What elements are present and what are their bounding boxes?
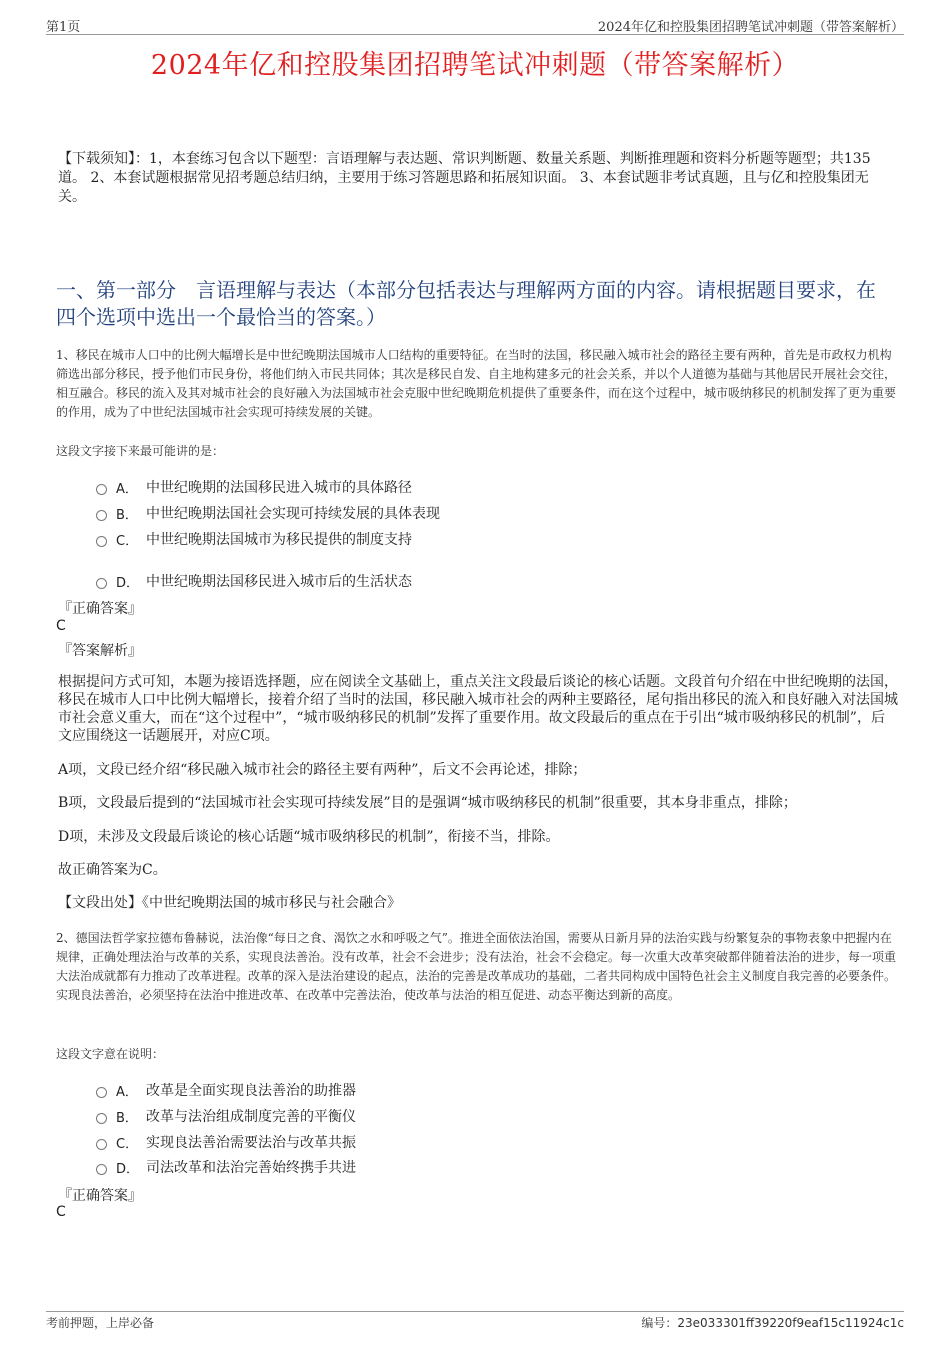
option-label: C． bbox=[116, 533, 139, 549]
option-label: B． bbox=[116, 1110, 138, 1126]
question-1-text: 1、移民在城市人口中的比例大幅增长是中世纪晚期法国城市人口结构的重要特征。在当时的法国，移民融入城市社会的路径主要有两种，首先是市政权力机构筛选出部分移民，授予他们市民身份，将他们纳入市民共同体；其次是移民自发、自主地构建多元的社会关系，并以个人道德为基础与其他居民开展社会交往，相互融合。移民的流入及其对城市社会的良好融入为法国城市社会克服中世纪晚期危机提供了重要条件，而在这个过程中，城市吸纳移民的机制发挥了更为重要的作用，成为了中世纪法国城市社会实现可持续发展的关键。 bbox=[56, 348, 897, 419]
download-notice: 【下载须知】：1，本套练习包含以下题型：言语理解与表达题、常识判断题、数量关系题、判断推理题和资料分析题等题型；共135道。 2、本套试题根据常见招考题总结归纳，主要用于练习答题思路和拓展知识面。 3、本套试题非考试真题，且与亿和控股集团无关。 bbox=[58, 151, 871, 205]
question-1-analysis-tag: 『答案解析』 bbox=[58, 643, 142, 659]
option-label: A． bbox=[116, 481, 138, 497]
header-page-number: 第1页 bbox=[46, 20, 81, 35]
question-2-answer-tag: 『正确答案』 bbox=[58, 1188, 142, 1204]
section-heading: 一、第一部分 言语理解与表达（本部分包括表达与理解两方面的内容。请根据题目要求，在四个选项中选出一个最恰当的答案。） bbox=[56, 278, 876, 329]
radio-icon[interactable] bbox=[96, 484, 107, 495]
header-divider bbox=[46, 34, 904, 35]
analysis-paragraph: B项，文段最后提到的“法国城市社会实现可持续发展”目的是强调“城市吸纳移民的机制”很重要，其本身非重点，排除； bbox=[58, 795, 797, 811]
question-2-option-c[interactable] bbox=[96, 1132, 356, 1152]
question-1-answer: C bbox=[56, 618, 66, 634]
question-1-option-a[interactable] bbox=[96, 477, 412, 497]
question-2-option-d[interactable] bbox=[96, 1157, 356, 1177]
header-doc-title: 2024年亿和控股集团招聘笔试冲刺题（带答案解析） bbox=[597, 20, 904, 35]
footer-serial: 编号：23e033301ff39220f9eaf15c11924c1c bbox=[641, 1316, 904, 1330]
question-1-option-b[interactable] bbox=[96, 503, 440, 523]
question-2-prompt: 这段文字意在说明： bbox=[56, 1047, 165, 1061]
question-2-option-a[interactable] bbox=[96, 1080, 356, 1100]
option-text: 司法改革和法治完善始终携手共进 bbox=[146, 1160, 356, 1176]
radio-icon[interactable] bbox=[96, 1087, 107, 1098]
radio-icon[interactable] bbox=[96, 1164, 107, 1175]
question-1-prompt: 这段文字接下来最可能讲的是： bbox=[56, 444, 225, 458]
option-text: 实现良法善治需要法治与改革共振 bbox=[146, 1135, 356, 1151]
option-text: 中世纪晚期法国城市为移民提供的制度支持 bbox=[146, 532, 412, 548]
option-label: C． bbox=[116, 1136, 139, 1152]
option-label: D． bbox=[116, 575, 140, 591]
question-1-answer-tag: 『正确答案』 bbox=[58, 601, 142, 617]
page-title: 2024年亿和控股集团招聘笔试冲刺题（带答案解析） bbox=[150, 50, 800, 81]
radio-icon[interactable] bbox=[96, 510, 107, 521]
option-label: D． bbox=[116, 1161, 140, 1177]
analysis-paragraph: 根据提问方式可知，本题为接语选择题，应在阅读全文基础上，重点关注文段最后谈论的核心话题。文段首句介绍在中世纪晚期的法国，移民在城市人口中比例大幅增长，接着介绍了当时的法国，移民融入城市社会的两种主要路径，尾句指出移民的流入和良好融入对法国城市社会意义重大，而在“这个过程中”，“城市吸纳移民的机制”发挥了重要作用。故文段最后的重点在于引出“城市吸纳移民的机制”，后文应围绕这一话题展开，对应C项。 bbox=[58, 674, 898, 744]
radio-icon[interactable] bbox=[96, 1139, 107, 1150]
footer-divider bbox=[46, 1311, 904, 1312]
source-citation: 【文段出处】《中世纪晚期法国的城市移民与社会融合》 bbox=[58, 895, 401, 911]
question-2-answer: C bbox=[56, 1204, 66, 1220]
radio-icon[interactable] bbox=[96, 578, 107, 589]
radio-icon[interactable] bbox=[96, 536, 107, 547]
option-text: 中世纪晚期法国移民进入城市后的生活状态 bbox=[146, 574, 412, 590]
footer-slogan: 考前押题，上岸必备 bbox=[46, 1316, 155, 1330]
analysis-paragraph: D项，未涉及文段最后谈论的核心话题“城市吸纳移民的机制”，衔接不当，排除。 bbox=[58, 829, 560, 845]
option-text: 改革是全面实现良法善治的助推器 bbox=[146, 1083, 356, 1099]
question-2-option-b[interactable] bbox=[96, 1106, 356, 1126]
option-text: 改革与法治组成制度完善的平衡仪 bbox=[146, 1109, 356, 1125]
option-label: A． bbox=[116, 1084, 138, 1100]
radio-icon[interactable] bbox=[96, 1113, 107, 1124]
question-1-option-c[interactable] bbox=[96, 529, 412, 549]
option-text: 中世纪晚期法国社会实现可持续发展的具体表现 bbox=[146, 506, 440, 522]
option-text: 中世纪晚期的法国移民进入城市的具体路径 bbox=[146, 480, 412, 496]
option-label: B． bbox=[116, 507, 138, 523]
question-2-text: 2、德国法哲学家拉德布鲁赫说，法治像“每日之食、渴饮之水和呼吸之气”。推进全面依法治国，需要从日新月异的法治实践与纷繁复杂的事物表象中把握内在规律，正确处理法治与改革的关系，实现良法善治。没有改革，社会不会进步；没有法治，社会不会稳定。每一次重大改革突破都伴随着法治的进步，每一项重大法治成就都有力推动了改革进程。改革的深入是法治建设的起点，法治的完善是改革成功的基础，二者共同构成中国特色社会主义制度自我完善的必要条件。实现良法善治，必须坚持在法治中推进改革、在改革中完善法治，使改革与法治的相互促进、动态平衡达到新的高度。 bbox=[56, 931, 897, 1002]
analysis-paragraph: 故正确答案为C。 bbox=[58, 862, 167, 878]
analysis-paragraph: A项，文段已经介绍“移民融入城市社会的路径主要有两种”，后文不会再论述，排除； bbox=[58, 762, 587, 778]
question-1-option-d[interactable] bbox=[96, 571, 412, 591]
